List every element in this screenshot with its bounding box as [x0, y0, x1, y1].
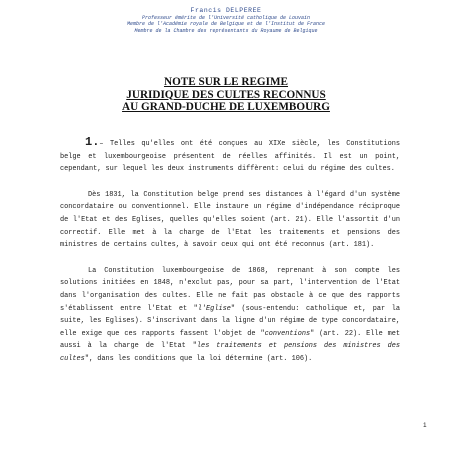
- affiliation-line: Professeur émérite de l'Université catholique de Louvain: [141, 15, 311, 21]
- text-run: " (sous-entendu: catholique et, par la suite, les Eglises). S'inscrivant dans la ligne d'un régime de type concordataire, elle exige que ces rapports fassent l'objet de ": [60, 304, 400, 338]
- title-line: NOTE SUR LE REGIME: [163, 76, 289, 88]
- affiliation-line: Membre de la Chambre des représentants du Royaume de Belgique: [134, 27, 318, 34]
- section-number: 1.: [85, 135, 100, 149]
- title-line: JURIDIQUE DES CULTES RECONNUS: [126, 88, 326, 101]
- paragraph-1-text: – Telles qu'elles ont été conçues au XIXe siècle, les Constitutions belge et luxembourgeoise présentent de réelles affinités. Il est un point, cependant, sur lequel les deux instruments diffèrent: celui du régime des cultes.: [60, 140, 400, 174]
- author-header: [0, 7, 452, 34]
- text-run: " (art. 22). Elle met aussi à la charge de l'Etat ": [60, 329, 401, 351]
- text-run: La Constitution luxembourgeoise de 1868, reprenant à son compte les solutions initiées en 1848, n'exclut pas, pour sa part, l'intervention de l'Etat dans l'organisation des cultes. Elle ne fait pas obstacle à ce que des rapports s'établissent entre l'Etat et ": [60, 266, 400, 313]
- body-text: [60, 136, 400, 379]
- document-title: [0, 76, 452, 114]
- emphasis-text: l'Eglise: [197, 304, 231, 313]
- page-number: 1: [423, 422, 427, 429]
- text-run: ", dans les conditions que la loi détermine (art. 106).: [84, 354, 313, 363]
- emphasis-text: conventions: [264, 329, 311, 338]
- paragraph-2: Dès 1831, la Constitution belge prend ses distances à l'égard d'un système concordataire ou conventionnel. Elle instaure un régime d'indépendance réciproque de l'Etat et des Eglises, quelles qu'elles soient (art. 21). Elle l'assortit d'un correctif. Elle met à la charge de l'Etat les traitements et pensions des ministres de certains cultes, à savoir ceux qui ont été reconnus (art. 181).: [60, 190, 400, 250]
- paragraph-3: [60, 265, 400, 366]
- emphasis-text: les traitements et pensions des ministres des cultes: [60, 342, 400, 363]
- title-line: AU GRAND-DUCHE DE LUXEMBOURG: [122, 101, 330, 113]
- affiliation-line: Membre de l'Académie royale de Belgique et de l'Institut de France: [126, 21, 326, 28]
- author-name: Francis DELPEREE: [190, 7, 262, 14]
- paragraph-1: [60, 136, 400, 176]
